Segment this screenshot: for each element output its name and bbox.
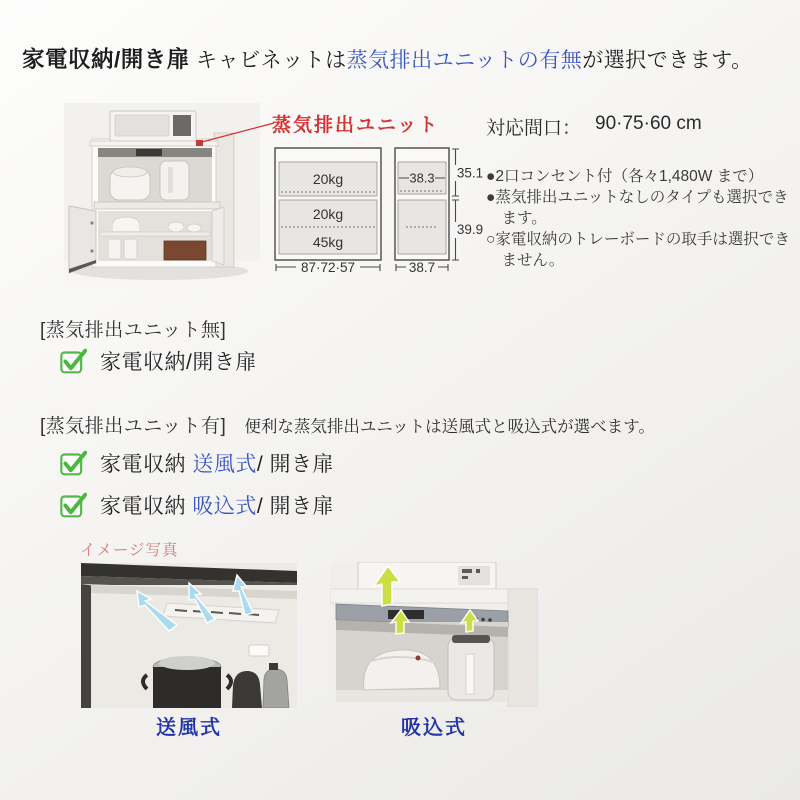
option-suffix: / 開き扉: [256, 453, 335, 476]
front-top-load: 20kg: [312, 171, 344, 187]
checkbox-checked-icon[interactable]: [60, 348, 87, 375]
spec-note: [486, 187, 794, 229]
section-with-header-row: [40, 411, 655, 438]
side-bottom-height: 39.9: [456, 222, 484, 237]
section-with-description: 便利な蒸気排出ユニットは送風式と吸込式が選べます。: [244, 418, 655, 436]
opening-size-value: 90·75·60 cm: [595, 113, 702, 134]
side-width-dim: 38.7: [408, 260, 436, 275]
note-text: 家電収納のトレーボードの取手は選択できません。: [495, 231, 790, 269]
note-bullet: ●: [486, 189, 496, 206]
option-label: 家電収納/開き扉: [100, 351, 257, 374]
suction-type-photo: [330, 562, 538, 707]
option-row-suction[interactable]: [60, 490, 334, 520]
note-bullet: ○: [486, 231, 496, 248]
page-title: [22, 42, 782, 74]
title-regular: キャビネットは: [189, 49, 347, 72]
option-type-blue: 送風式: [192, 453, 257, 476]
front-mid-load: 20kg: [312, 206, 344, 222]
opening-size-label: 対応間口：: [486, 118, 582, 139]
blower-type-label: 送風式: [156, 717, 222, 739]
checkbox-checked-icon[interactable]: [60, 492, 87, 519]
callout-line: [194, 116, 276, 148]
option-prefix: 家電収納: [100, 453, 193, 476]
option-type-blue: 吸込式: [192, 495, 257, 518]
note-text: 蒸気排出ユニットなしのタイプも選択できます。: [495, 189, 789, 227]
spec-note: [486, 229, 794, 271]
option-suffix: / 開き扉: [256, 495, 335, 518]
option-row-basic[interactable]: [60, 346, 257, 376]
section-with-header: [蒸気排出ユニット有]: [40, 416, 227, 437]
note-bullet: ●: [486, 168, 496, 185]
opening-size-line: [486, 113, 702, 140]
option-prefix: 家電収納: [100, 495, 193, 518]
spec-notes: [486, 166, 794, 271]
option-label: [100, 448, 334, 478]
dimension-diagram: [274, 146, 486, 286]
title-bold: 家電収納/開き扉: [22, 47, 190, 72]
note-text: 2口コンセント付（各々1,480W まで）: [495, 168, 764, 185]
suction-type-label: 吸込式: [401, 717, 467, 739]
side-top-height: 35.1: [456, 165, 484, 181]
option-label: [100, 490, 334, 520]
front-width-dim: 87·72·57: [300, 260, 356, 275]
section-without-header: [蒸気排出ユニット無]: [40, 320, 227, 341]
checkbox-checked-icon[interactable]: [60, 450, 87, 477]
front-bottom-load: 45kg: [312, 234, 344, 250]
spec-note: [486, 166, 794, 187]
side-depth-dim: 38.3: [409, 170, 435, 186]
gallery-caption: イメージ写真: [80, 542, 179, 559]
title-suffix: が選択できます。: [582, 49, 753, 72]
option-row-blower[interactable]: [60, 448, 334, 478]
blower-type-photo: [81, 563, 297, 708]
steam-unit-callout-label: 蒸気排出ユニット: [272, 115, 440, 136]
title-highlight: 蒸気排出ユニットの有無: [346, 49, 583, 72]
